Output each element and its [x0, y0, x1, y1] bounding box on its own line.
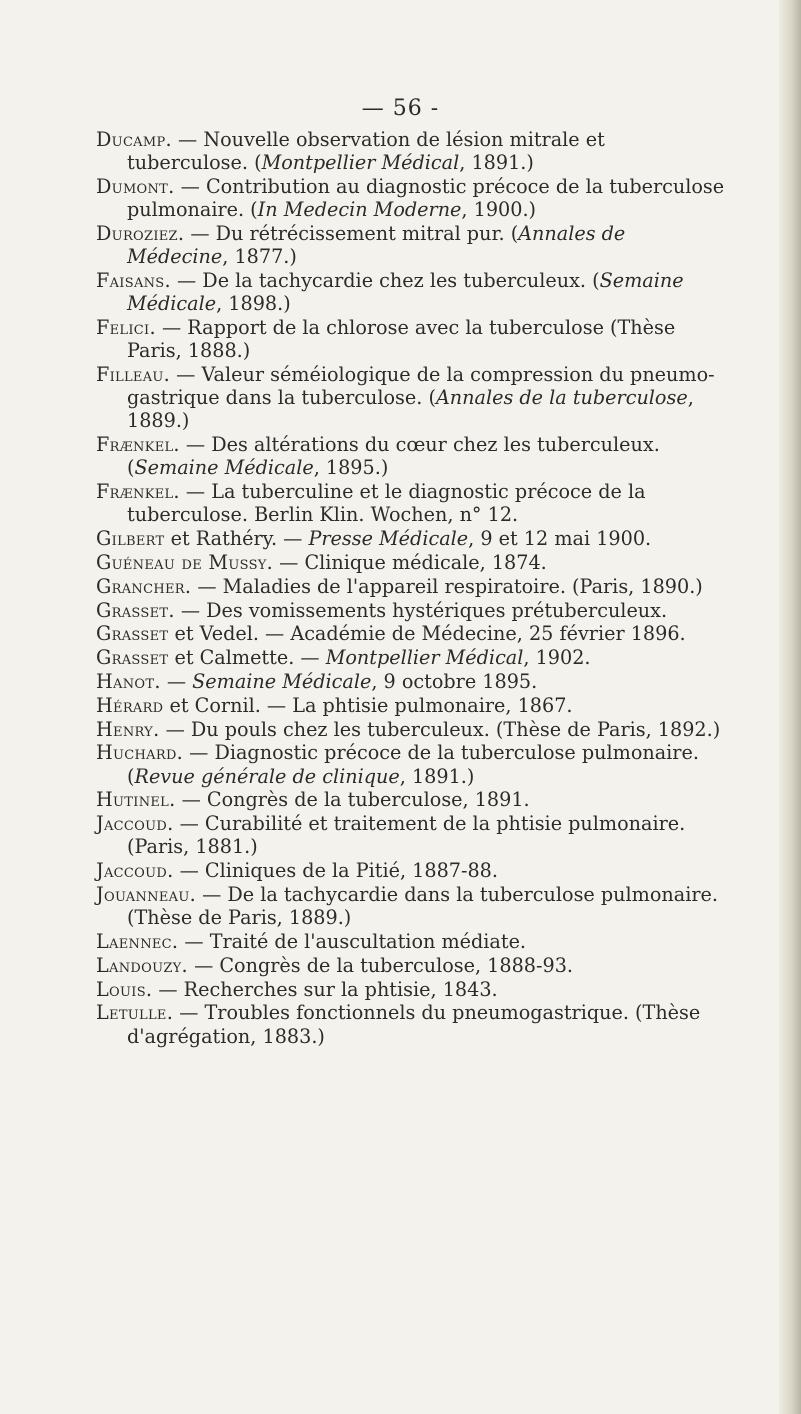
entry-tail: , 1877.)	[222, 245, 297, 269]
bibliography-entry	[96, 363, 731, 433]
entry-source: Revue générale de clinique	[134, 764, 400, 788]
entry-source: Montpellier Médical	[325, 646, 524, 670]
entry-text: — Diagnostic précoce de la tuberculose pulmonaire. (	[127, 741, 699, 788]
entry-author: Hanot.	[96, 669, 161, 693]
entry-author: Guéneau de Mussy.	[96, 551, 274, 574]
entry-author: Grasset	[96, 622, 169, 646]
page-number: — 56 -	[361, 96, 440, 121]
entry-author: Louis.	[96, 977, 153, 1001]
entry-text: — Rapport de la chlorose avec la tuberculose (Thèse Paris, 1888.)	[127, 316, 676, 363]
entry-text: — La tuberculine et le diagnostic précoce de la tuberculose. Berlin Klin. Wochen, n° 12.	[127, 480, 646, 527]
entry-author: Dumont.	[96, 175, 175, 198]
page-edge-shadow	[779, 0, 801, 1414]
bibliography-entry	[96, 316, 731, 362]
entry-author: Huchard.	[96, 741, 184, 765]
entry-author: Landouzy.	[96, 953, 188, 977]
bibliography-entry	[96, 670, 731, 693]
bibliography-entry	[96, 128, 731, 174]
entry-author: Felici.	[96, 316, 156, 339]
bibliography-entry	[96, 954, 731, 977]
bibliography-entry	[96, 599, 731, 622]
bibliography-entry	[96, 527, 731, 550]
entry-author: Laennec.	[96, 929, 179, 953]
entry-text: — Traité de l'auscultation médiate.	[178, 929, 527, 953]
entry-author: Grasset	[96, 646, 169, 670]
entry-text: — Congrès de la tuberculose, 1891.	[175, 788, 530, 812]
entry-tail: , 9 et 12 mai 1900.	[468, 527, 652, 551]
bibliography-entry	[96, 222, 731, 268]
bibliography-entry	[96, 480, 731, 526]
entry-author: Hérard	[96, 693, 164, 717]
entry-source: In Medecin Moderne	[257, 198, 462, 222]
entry-source: Semaine Médicale	[192, 669, 372, 693]
entry-text: et Calmette. —	[168, 646, 326, 670]
entry-text: — Des vomissements hystériques prétuberculeux.	[174, 598, 668, 622]
entry-tail: , 1891.)	[459, 151, 534, 175]
entry-text: et Cornil. — La phtisie pulmonaire, 1867.	[163, 693, 573, 717]
entry-source: Montpellier Médical	[261, 151, 460, 175]
entry-author: Grancher.	[96, 574, 192, 598]
bibliography-entry	[96, 978, 731, 1001]
entry-text: — Cliniques de la Pitié, 1887-88.	[173, 859, 498, 883]
entry-text: — Curabilité et traitement de la phtisie pulmonaire. (Paris, 1881.)	[127, 812, 686, 859]
bibliography-entry	[96, 718, 731, 741]
entry-tail: , 1900.)	[461, 198, 537, 222]
entry-source: Semaine Médicale	[127, 269, 684, 316]
entry-tail: , 9 octobre 1895.	[371, 669, 538, 693]
entry-source: Semaine Médicale	[134, 456, 314, 480]
entry-tail: , 1902.	[523, 646, 591, 670]
bibliography-entry	[96, 859, 731, 882]
entry-author: Hutinel.	[96, 788, 176, 812]
bibliography-list	[96, 128, 731, 1048]
entry-text: — Maladies de l'appareil respiratoire. (Paris, 1890.)	[191, 574, 703, 598]
entry-author: Jaccoud.	[96, 859, 174, 883]
entry-text: — Du rétrécissement mitral pur. (	[184, 222, 519, 245]
entry-author: Ducamp.	[96, 128, 172, 151]
entry-text: — Des altérations du cœur chez les tuberculeux. (	[127, 433, 660, 480]
entry-author: Jaccoud.	[96, 812, 174, 836]
bibliography-entry	[96, 741, 731, 787]
entry-author: Frænkel.	[96, 480, 180, 504]
bibliography-entry	[96, 269, 731, 315]
entry-source: Annales de Médecine	[127, 222, 626, 269]
entry-text: — De la tachycardie dans la tuberculose pulmonaire. (Thèse de Paris, 1889.)	[127, 882, 718, 930]
entry-text: — De la tachycardie chez les tuberculeux. (	[170, 269, 600, 292]
bibliography-entry	[96, 622, 731, 645]
entry-tail: , 1891.)	[399, 764, 475, 788]
bibliography-entry	[96, 1001, 731, 1047]
entry-author: Grasset.	[96, 598, 175, 622]
entry-text: — Recherches sur la phtisie, 1843.	[152, 977, 498, 1001]
entry-author: Filleau.	[96, 363, 171, 386]
entry-text: — Troubles fonctionnels du pneumogastrique. (Thèse d'agrégation, 1883.)	[127, 1001, 701, 1048]
entry-text: — Congrès de la tuberculose, 1888-93.	[187, 953, 574, 977]
entry-author: Jouanneau.	[96, 882, 196, 906]
entry-text: —	[160, 669, 193, 693]
bibliography-entry	[96, 930, 731, 953]
entry-text: — Nouvelle observation de lésion mitrale et tuberculose. (	[127, 128, 605, 175]
entry-author: Faisans.	[96, 269, 171, 292]
entry-author: Letulle.	[96, 1001, 174, 1025]
entry-tail: , 1889.)	[127, 386, 694, 433]
bibliography-entry	[96, 883, 731, 929]
bibliography-entry	[96, 646, 731, 669]
bibliography-entry	[96, 812, 731, 858]
entry-author: Henry.	[96, 717, 160, 741]
entry-text: — Valeur séméiologique de la compression du pneumo-gastrique dans la tuberculose. (	[127, 363, 715, 410]
bibliography-entry	[96, 433, 731, 479]
entry-text: — Contribution au diagnostic précoce de la tuberculose pulmonaire. (	[127, 175, 725, 222]
entry-source: Annales de la tuberculose	[435, 386, 688, 410]
entry-text: et Vedel. — Académie de Médecine, 25 février 1896.	[168, 622, 686, 646]
entry-author: Frænkel.	[96, 433, 180, 457]
entry-text: — Clinique médicale, 1874.	[273, 551, 547, 574]
entry-tail: , 1895.)	[313, 456, 389, 480]
bibliography-entry	[96, 551, 731, 574]
bibliography-entry	[96, 694, 731, 717]
bibliography-entry	[96, 788, 731, 811]
entry-text: et Rathéry. —	[164, 527, 309, 551]
entry-tail: , 1898.)	[216, 292, 291, 316]
entry-author: Duroziez.	[96, 222, 185, 245]
bibliography-entry	[96, 575, 731, 598]
entry-text: — Du pouls chez les tuberculeux. (Thèse de Paris, 1892.)	[159, 717, 721, 741]
bibliography-entry	[96, 175, 731, 221]
entry-source: Presse Médicale	[308, 527, 469, 551]
entry-author: Gilbert	[96, 527, 165, 551]
